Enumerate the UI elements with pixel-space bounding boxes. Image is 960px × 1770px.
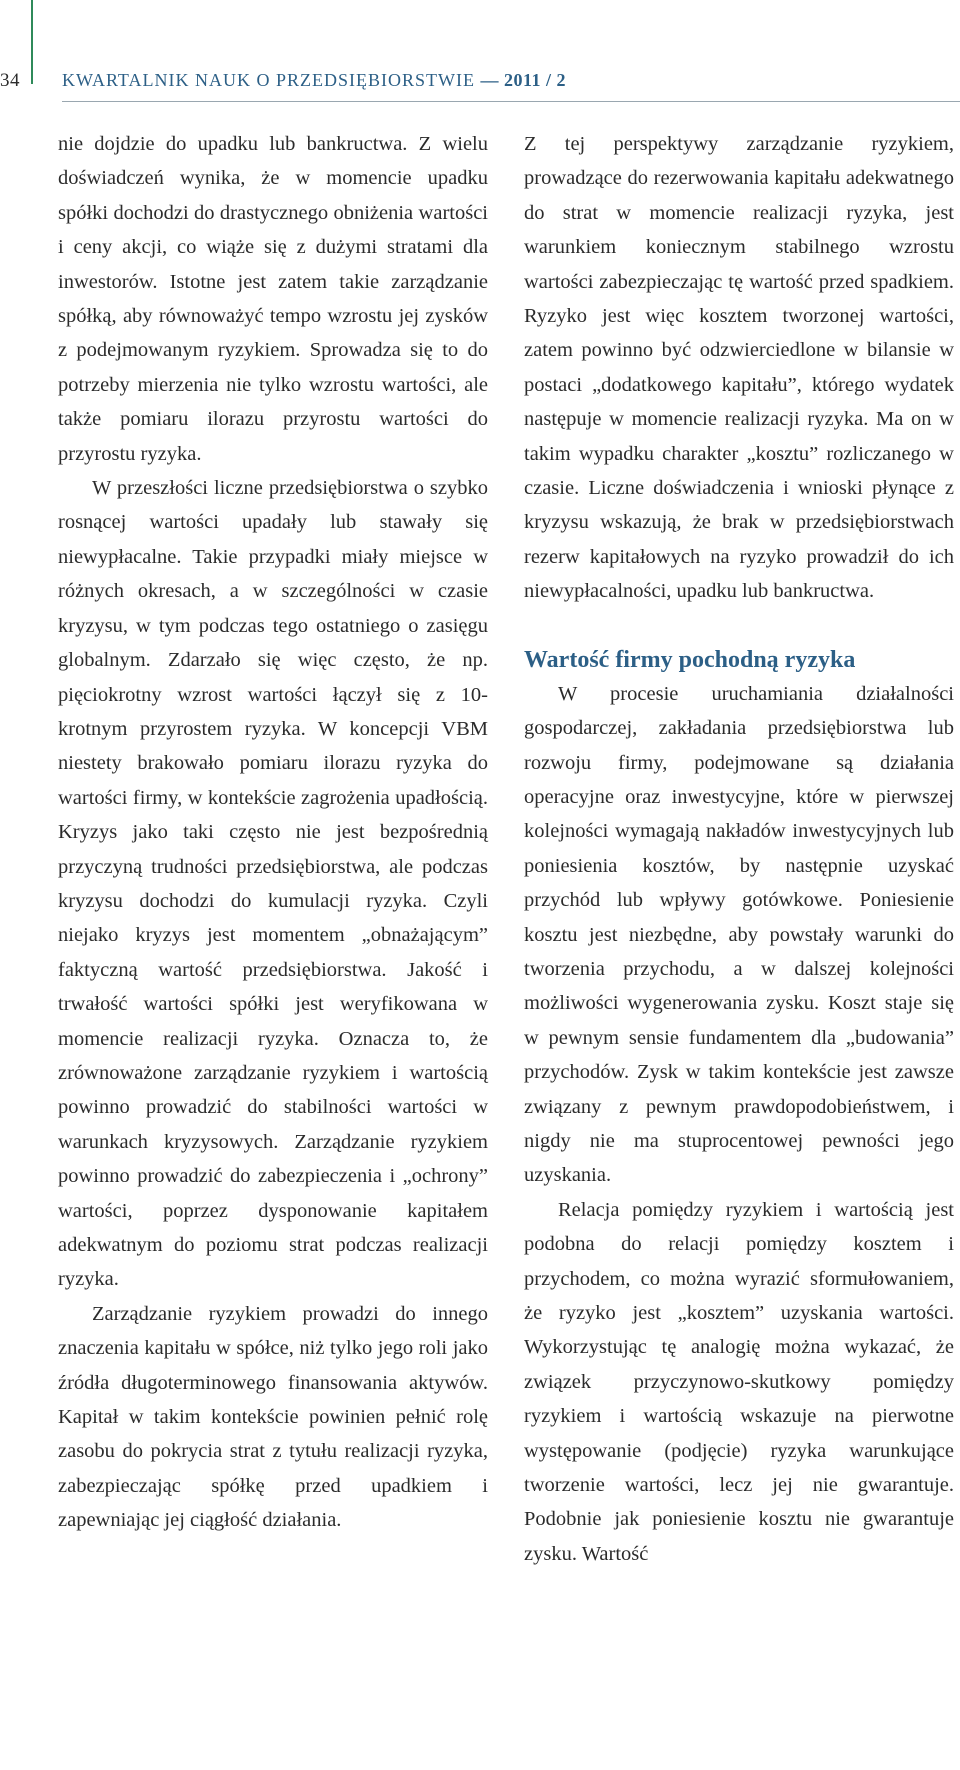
- body-paragraph: Z tej perspektywy zarządzanie ryzykiem, prowadzące do rezerwowania kapitału adekwatnego do strat w momencie realizacji ryzyka, jest warunkiem koniecznym stabilnego wzrostu wartości zabezpieczając tę wartość przed spadkiem. Ryzyko jest więc kosztem tworzonej wartości, zatem powinno być odzwierciedlone w bilansie w postaci „dodatkowego kapitału”, którego wydatek następuje w momencie realizacji ryzyka. Ma on w takim wypadku charakter „kosztu” rozliczanego w czasie. Liczne doświadczenia i wnioski płynące z kryzysu wskazują, że brak w przedsiębiorstwach rezerw kapitałowych na ryzyko prowadził do ich niewypłacalności, upadku lub bankructwa.: [524, 133, 954, 603]
- page-number: 34: [0, 70, 20, 91]
- running-head: [62, 70, 566, 91]
- left-column: [58, 127, 488, 1538]
- body-paragraph: W procesie uruchamiania działalności gospodarczej, zakładania przedsiębiorstwa lub rozwoju firmy, podejmowane są działania operacyjne oraz inwestycyjne, które w pierwszej kolejności wymagają nakładów inwestycyjnych lub poniesienia kosztów, by następnie uzyskać przychód lub wpływy gotówkowe. Poniesienie kosztu jest niezbędne, aby powstały warunki do tworzenia przychodu, a w dalszej kolejności możliwości wygenerowania zysku. Koszt staje się w pewnym sensie fundamentem dla „budowania” przychodów. Zysk w takim kontekście jest zawsze związany z pewnym prawdopodobieństwem, i nigdy nie ma stuprocentowej pewności jego uzyskania.: [524, 682, 954, 1187]
- header-divider: [62, 101, 960, 102]
- body-paragraph: Zarządzanie ryzykiem prowadzi do innego znaczenia kapitału w spółce, niż tylko jego roli jako źródła długoterminowego finansowania aktywów. Kapitał w takim kontekście powinien pełnić rolę zasobu do pokrycia strat z tytułu realizacji ryzyka, zabezpieczając spółkę przed upadkiem i zapewniając jej ciągłość działania.: [58, 1302, 488, 1532]
- body-paragraph: Relacja pomiędzy ryzykiem i wartością jest podobna do relacji pomiędzy kosztem i przychodem, co można wyrazić sformułowaniem, że ryzyko jest „kosztem” uzyskania wartości. Wykorzystując tę analogię można wykazać, że związek przyczynowo-skutkowy pomiędzy ryzykiem i wartością wskazuje na pierwotne występowanie (podjęcie) ryzyka warunkujące tworzenie wartości, lecz jej nie gwarantuje. Podobnie jak poniesienie kosztu nie gwarantuje zysku. Wartość: [524, 1198, 954, 1565]
- right-column: [524, 127, 954, 1571]
- body-paragraph: nie dojdzie do upadku lub bankructwa. Z wielu doświadczeń wynika, że w momencie upadku spółki dochodzi do drastycznego obniżenia wartości i ceny akcji, co wiąże się z dużymi stratami dla inwestorów. Istotne jest zatem takie zarządzanie spółką, aby równoważyć tempo wzrostu jej zysków z podejmowanym ryzykiem. Sprowadza się to do potrzeby mierzenia nie tylko wzrostu wartości, ale także pomiaru ilorazu przyrostu wartości do przyrostu ryzyka.: [58, 133, 488, 465]
- body-paragraph: W przeszłości liczne przedsiębiorstwa o szybko rosnącej wartości upadały lub stawały się niewypłacalne. Takie przypadki miały miejsce w różnych okresach, a w szczególności w czasie kryzysu, w tym podczas tego ostatniego o zasięgu globalnym. Zdarzało się więc często, że np. pięciokrotny wzrost wartości łączył się z 10-krotnym przyrostem ryzyka. W koncepcji VBM niestety brakowało pomiaru ilorazu ryzyka do wartości firmy, w kontekście zagrożenia upadłością. Kryzys jako taki często nie jest bezpośrednią przyczyną trudności przedsiębiorstwa, ale podczas kryzysu dochodzi do kumulacji ryzyka. Czyli niejako kryzys jest momentem „obnażającym” faktyczną wartość przedsiębiorstwa. Jakość i trwałość wartości spółki jest weryfikowana w momencie realizacji ryzyka. Oznacza to, że zrównoważone zarządzanie ryzykiem i wartością powinno prowadzić do stabilności wartości w warunkach kryzysowych. Zarządzanie ryzykiem powinno prowadzić do zabezpieczenia i „ochrony” wartości, poprzez dysponowanie kapitałem adekwatnym do poziomu strat podczas realizacji ryzyka.: [58, 477, 488, 1291]
- journal-title: KWARTALNIK NAUK O PRZEDSIĘBIORSTWIE: [62, 70, 475, 90]
- section-heading: Wartość firmy pochodną ryzyka: [524, 646, 856, 673]
- page-edge-rule: [31, 0, 33, 84]
- issue-label: — 2011 / 2: [480, 70, 566, 90]
